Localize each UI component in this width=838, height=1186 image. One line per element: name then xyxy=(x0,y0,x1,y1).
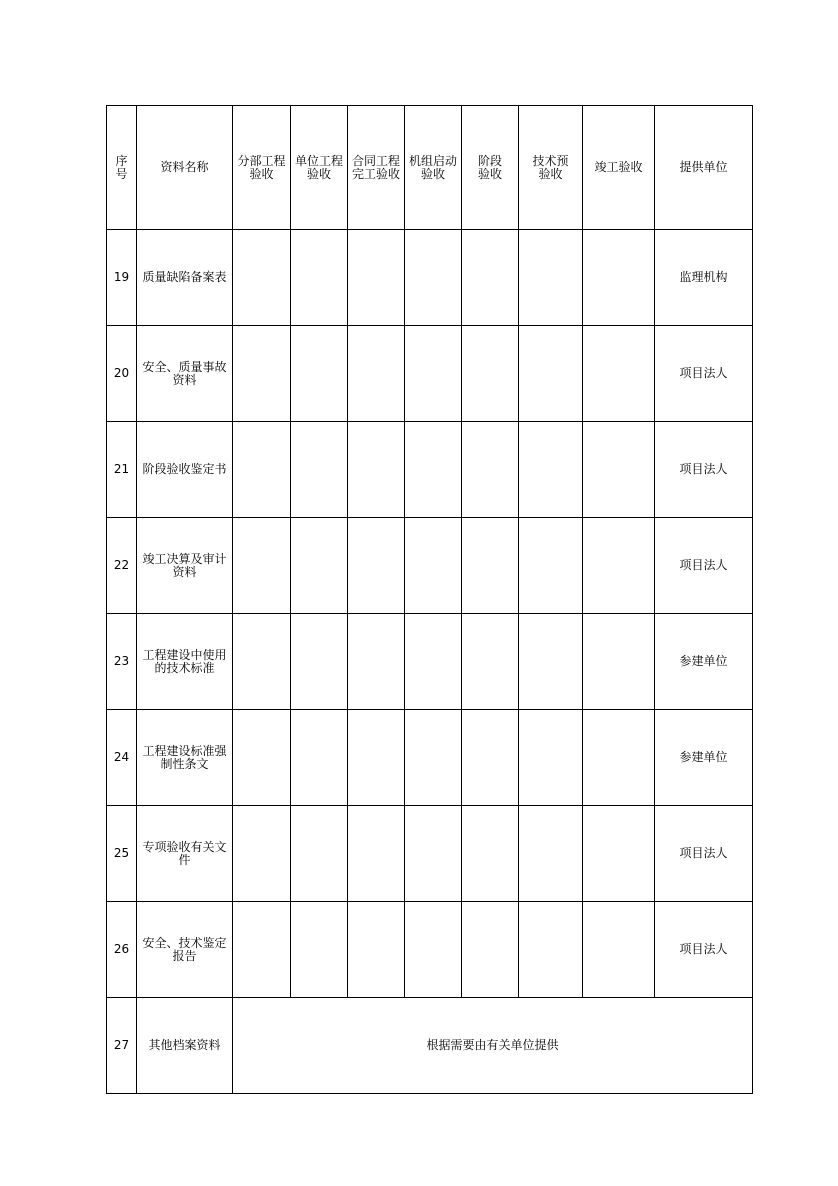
row-cell xyxy=(291,902,348,998)
row-seq: 24 xyxy=(107,710,137,806)
header-stage-completion: 竣工验收 xyxy=(583,106,655,230)
table-row xyxy=(107,230,753,326)
row-cell xyxy=(348,806,405,902)
header-stage-division: 分部工程验收 xyxy=(233,106,291,230)
row-cell xyxy=(583,326,655,422)
archive-materials-table xyxy=(106,105,753,1094)
row-name: 安全、质量事故资料 xyxy=(137,326,233,422)
row-cell xyxy=(583,422,655,518)
table-row xyxy=(107,710,753,806)
row-cell xyxy=(462,614,519,710)
row-cell xyxy=(291,230,348,326)
header-stage-contract: 合同工程完工验收 xyxy=(348,106,405,230)
header-stage-unit-startup: 机组启动验收 xyxy=(405,106,462,230)
row-cell xyxy=(462,518,519,614)
row-cell xyxy=(405,710,462,806)
row-cell xyxy=(462,326,519,422)
table-row xyxy=(107,326,753,422)
row-cell xyxy=(348,518,405,614)
row-provider: 项目法人 xyxy=(655,518,753,614)
row-cell xyxy=(291,614,348,710)
row-cell xyxy=(462,230,519,326)
row-cell xyxy=(519,614,583,710)
row-cell xyxy=(519,806,583,902)
row-seq: 19 xyxy=(107,230,137,326)
row-cell xyxy=(405,902,462,998)
row-cell xyxy=(233,806,291,902)
table-row xyxy=(107,422,753,518)
table-row xyxy=(107,518,753,614)
row-cell xyxy=(519,326,583,422)
row-cell xyxy=(462,422,519,518)
row-cell xyxy=(233,518,291,614)
row-seq: 20 xyxy=(107,326,137,422)
row-cell xyxy=(583,902,655,998)
row-provider: 参建单位 xyxy=(655,614,753,710)
row-name: 工程建设标准强制性条文 xyxy=(137,710,233,806)
row-cell xyxy=(233,422,291,518)
row-cell xyxy=(405,326,462,422)
row-cell xyxy=(348,326,405,422)
row-provider: 项目法人 xyxy=(655,902,753,998)
row-cell xyxy=(233,614,291,710)
row-cell xyxy=(519,710,583,806)
row-cell xyxy=(291,326,348,422)
row-name: 阶段验收鉴定书 xyxy=(137,422,233,518)
row-cell xyxy=(583,614,655,710)
row-cell xyxy=(233,230,291,326)
row-cell xyxy=(462,710,519,806)
row-name: 工程建设中使用的技术标准 xyxy=(137,614,233,710)
row-provider: 项目法人 xyxy=(655,806,753,902)
row-cell xyxy=(291,422,348,518)
row-provider: 监理机构 xyxy=(655,230,753,326)
row-seq: 22 xyxy=(107,518,137,614)
row-cell xyxy=(348,422,405,518)
row-cell xyxy=(348,710,405,806)
row-seq: 26 xyxy=(107,902,137,998)
header-stage-phase: 阶段验收 xyxy=(462,106,519,230)
row-cell xyxy=(405,614,462,710)
row-cell xyxy=(462,806,519,902)
row-cell xyxy=(519,422,583,518)
row-seq: 23 xyxy=(107,614,137,710)
header-name: 资料名称 xyxy=(137,106,233,230)
header-stage-unit: 单位工程验收 xyxy=(291,106,348,230)
row-cell xyxy=(462,902,519,998)
header-provider: 提供单位 xyxy=(655,106,753,230)
row-cell xyxy=(519,230,583,326)
row-cell xyxy=(348,230,405,326)
row-cell xyxy=(233,326,291,422)
table-row xyxy=(107,902,753,998)
row-cell xyxy=(348,614,405,710)
table-row xyxy=(107,806,753,902)
row-seq: 25 xyxy=(107,806,137,902)
row-name: 其他档案资料 xyxy=(137,998,233,1094)
row-name: 竣工决算及审计资料 xyxy=(137,518,233,614)
row-seq: 21 xyxy=(107,422,137,518)
row-cell xyxy=(291,710,348,806)
row-cell xyxy=(519,902,583,998)
row-name: 质量缺陷备案表 xyxy=(137,230,233,326)
table-row xyxy=(107,614,753,710)
row-cell xyxy=(405,230,462,326)
row-cell xyxy=(233,902,291,998)
row-cell xyxy=(405,422,462,518)
header-seq: 序号 xyxy=(107,106,137,230)
header-row xyxy=(107,106,753,230)
table-row-last xyxy=(107,998,753,1094)
row-cell xyxy=(405,806,462,902)
row-provider: 项目法人 xyxy=(655,422,753,518)
row-cell xyxy=(233,710,291,806)
row-cell xyxy=(583,518,655,614)
row-provider: 参建单位 xyxy=(655,710,753,806)
row-cell xyxy=(291,806,348,902)
row-cell xyxy=(405,518,462,614)
row-cell xyxy=(291,518,348,614)
row-name: 专项验收有关文件 xyxy=(137,806,233,902)
header-stage-tech-pre: 技术预验收 xyxy=(519,106,583,230)
row-note: 根据需要由有关单位提供 xyxy=(233,998,753,1094)
row-name: 安全、技术鉴定报告 xyxy=(137,902,233,998)
row-provider: 项目法人 xyxy=(655,326,753,422)
row-cell xyxy=(583,806,655,902)
row-seq: 27 xyxy=(107,998,137,1094)
row-cell xyxy=(583,230,655,326)
row-cell xyxy=(583,710,655,806)
row-cell xyxy=(348,902,405,998)
row-cell xyxy=(519,518,583,614)
